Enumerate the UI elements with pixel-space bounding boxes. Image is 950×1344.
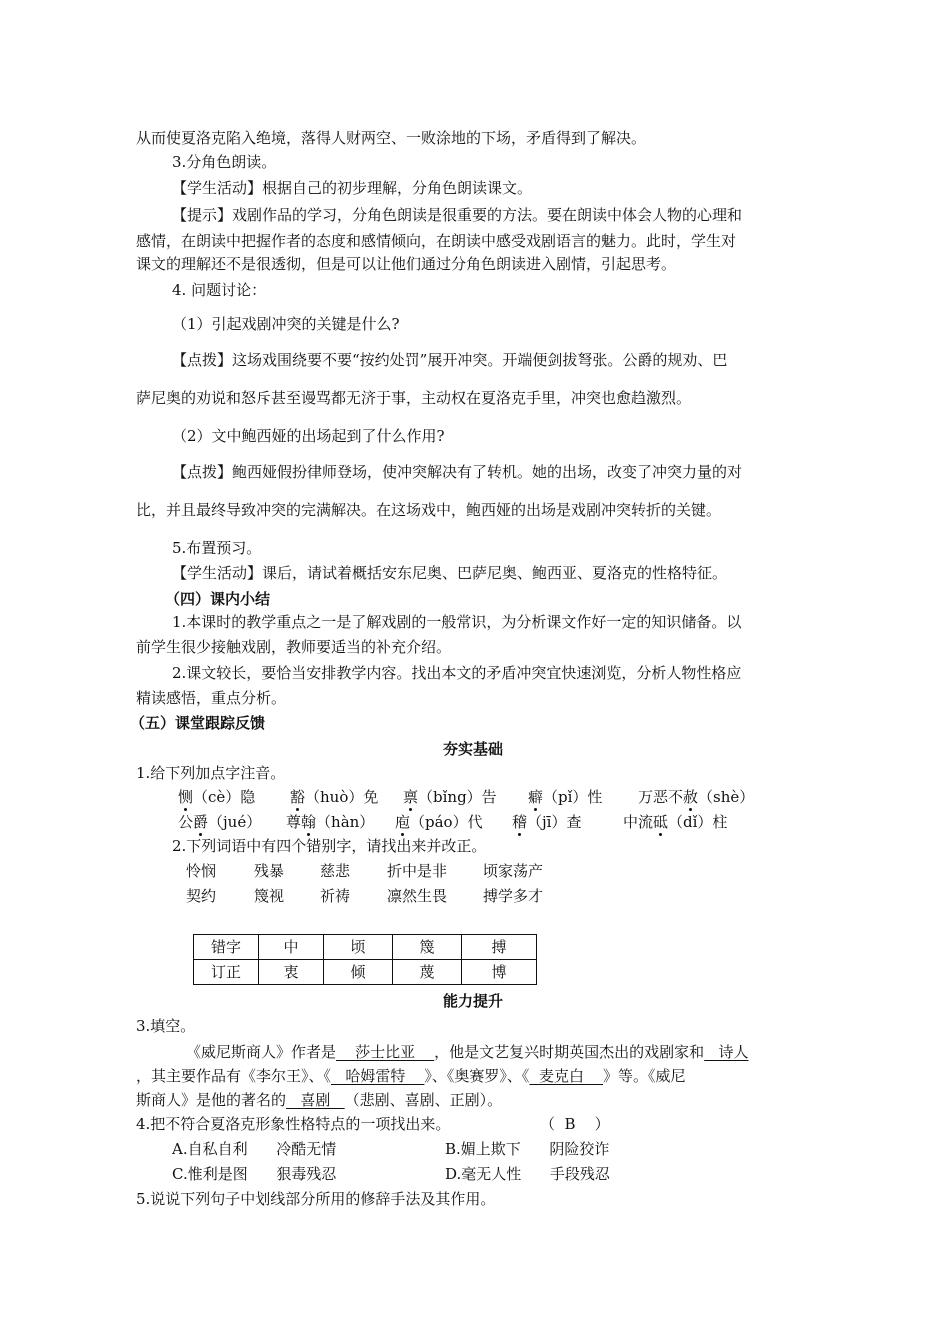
subsection-title: 能力提升 (443, 992, 504, 1010)
word-item: 凛然生畏 (387, 887, 448, 905)
table-cell: 错字 (194, 935, 259, 960)
hint-line: 感情，在朗读中把握作者的态度和感情倾向，在朗读中感受戏剧语言的魅力。此时，学生对 (136, 232, 737, 250)
table-row (194, 960, 537, 985)
dotted-char: 庖 (395, 813, 411, 831)
answer-blank: 诗人 (704, 1043, 749, 1061)
paragraph-line: 从而使夏洛克陷入绝境，落得人财两空、一败涂地的下场，矛盾得到了解决。 (136, 129, 647, 147)
exercise-prompt: 3.填空。 (136, 1017, 196, 1035)
table-cell: 搏 (462, 935, 537, 960)
table-cell: 博 (462, 960, 537, 985)
option-a: A.自私自利 冷酷无情 (172, 1140, 337, 1158)
summary-line: 前学生很少接触戏剧，教师要适当的补充介绍。 (136, 638, 452, 656)
answer-blank: 喜剧 (286, 1091, 345, 1109)
word-item: 篾视 (254, 887, 285, 905)
table-cell: 篾 (393, 935, 462, 960)
exercise-prompt: 2.下列词语中有四个错别字，请找出来并改正。 (172, 837, 487, 855)
summary-line: 精读感悟，重点分析。 (136, 689, 287, 707)
dotted-char: 癖 (528, 788, 544, 806)
answer-blank: 哈姆雷特 (331, 1067, 425, 1085)
section-heading: （五）课堂跟踪反馈 (130, 714, 266, 732)
pinyin-item: 豁（huò）免 (290, 788, 379, 806)
correction-table (193, 934, 537, 985)
pinyin-item: 万恶不赦（shè） (638, 788, 755, 806)
fill-line: 斯商人》是他的著名的 喜剧 （悲剧、喜剧、正剧）。 (136, 1091, 503, 1109)
section-heading: （四）课内小结 (165, 590, 271, 608)
table-cell: 蔑 (393, 960, 462, 985)
dotted-char: 禀 (403, 788, 419, 806)
step-heading: 3.分角色朗读。 (172, 153, 277, 171)
answer-line: 比，并且最终导致冲突的完满解决。在这场戏中，鲍西娅的出场是戏剧冲突转折的关键。 (136, 501, 722, 519)
dotted-char: 赦 (683, 788, 699, 806)
question: （2）文中鲍西娅的出场起到了什么作用? (172, 427, 445, 445)
pinyin-item: 尊翰（hàn） (286, 813, 375, 831)
answer-blank: 莎士比亚 (336, 1043, 435, 1061)
question: （1）引起戏剧冲突的关键是什么? (172, 315, 400, 333)
pinyin-item: 公爵（jué） (178, 813, 262, 831)
hint-line: 课文的理解还不是很透彻，但是可以让他们通过分角色朗读进入剧情，引起思考。 (136, 255, 677, 273)
word-item: 搏学多才 (483, 887, 544, 905)
summary-line: 2.课文较长，要恰当安排教学内容。找出本文的矛盾冲突宜快速浏览，分析人物性格应 (172, 664, 742, 682)
answer-line: 【点拨】鲍西娅假扮律师登场，使冲突解决有了转机。她的出场，改变了冲突力量的对 (172, 463, 743, 481)
dotted-char: 爵 (193, 813, 209, 831)
table-cell: 衷 (259, 960, 324, 985)
step-heading: 4. 问题讨论： (172, 281, 267, 299)
student-activity: 【学生活动】课后，请试着概括安东尼奥、巴萨尼奥、鲍西亚、夏洛克的性格特征。 (172, 564, 728, 582)
pinyin-item: 恻（cè）隐 (178, 788, 256, 806)
answer-line: 【点拨】这场戏围绕要不要“按约处罚”展开冲突。开端便剑拔弩张。公爵的规劝、巴 (172, 351, 728, 369)
subsection-title: 夯实基础 (443, 740, 504, 758)
option-d: D.毫无人性 手段残忍 (445, 1165, 610, 1183)
word-item: 折中是非 (387, 862, 448, 880)
exercise-prompt: 1.给下列加点字注音。 (136, 764, 286, 782)
fill-line: ，其主要作品有《李尔王》、《 哈姆雷特 》、《奥赛罗》、《 麦克白 》等。《威尼 (136, 1067, 686, 1085)
word-item: 契约 (186, 887, 217, 905)
pinyin-item: 稽（jī）查 (512, 813, 582, 831)
pinyin-item: 中流砥（dǐ）柱 (623, 813, 728, 831)
option-c: C.惟利是图 狠毒残忍 (172, 1165, 337, 1183)
answer-line: 萨尼奥的劝说和怒斥甚至谩骂都无济于事，主动权在夏洛克手里，冲突也愈趋激烈。 (136, 389, 692, 407)
student-activity: 【学生活动】根据自己的初步理解，分角色朗读课文。 (172, 179, 533, 197)
dotted-char: 砥 (653, 813, 669, 831)
table-cell: 顷 (324, 935, 393, 960)
word-item: 怜悯 (186, 862, 217, 880)
pinyin-item: 庖（páo）代 (395, 813, 483, 831)
dotted-char: 翰 (301, 813, 317, 831)
table-row (194, 935, 537, 960)
table-cell: 倾 (324, 960, 393, 985)
summary-line: 1.本课时的教学重点之一是了解戏剧的一般常识，为分析课文作好一定的知识储备。以 (172, 613, 742, 631)
word-item: 顷家荡产 (483, 862, 544, 880)
dotted-char: 豁 (290, 788, 306, 806)
pinyin-item: 癖（pǐ）性 (528, 788, 603, 806)
exercise-prompt: 5.说说下列句子中划线部分所用的修辞手法及其作用。 (136, 1190, 496, 1208)
answer-choice: （ B ） (540, 1115, 610, 1133)
word-item: 慈悲 (320, 862, 351, 880)
table-cell: 中 (259, 935, 324, 960)
pinyin-item: 禀（bǐng）告 (403, 788, 497, 806)
fill-line: 《威尼斯商人》作者是 莎士比亚 ，他是文艺复兴时期英国杰出的戏剧家和 诗人 (186, 1043, 749, 1061)
hint-line: 【提示】戏剧作品的学习，分角色朗读是很重要的方法。要在朗读中体会人物的心理和 (172, 206, 743, 224)
dotted-char: 稽 (512, 813, 528, 831)
word-item: 祈祷 (320, 887, 351, 905)
exercise-prompt: 4.把不符合夏洛克形象性格特点的一项找出来。 (136, 1115, 451, 1133)
word-item: 残暴 (254, 862, 285, 880)
table-cell: 订正 (194, 960, 259, 985)
dotted-char: 恻 (178, 788, 194, 806)
answer-blank: 麦克白 (529, 1067, 604, 1085)
step-heading: 5.布置预习。 (172, 539, 262, 557)
option-b: B.媚上欺下 阴险狡诈 (445, 1140, 610, 1158)
